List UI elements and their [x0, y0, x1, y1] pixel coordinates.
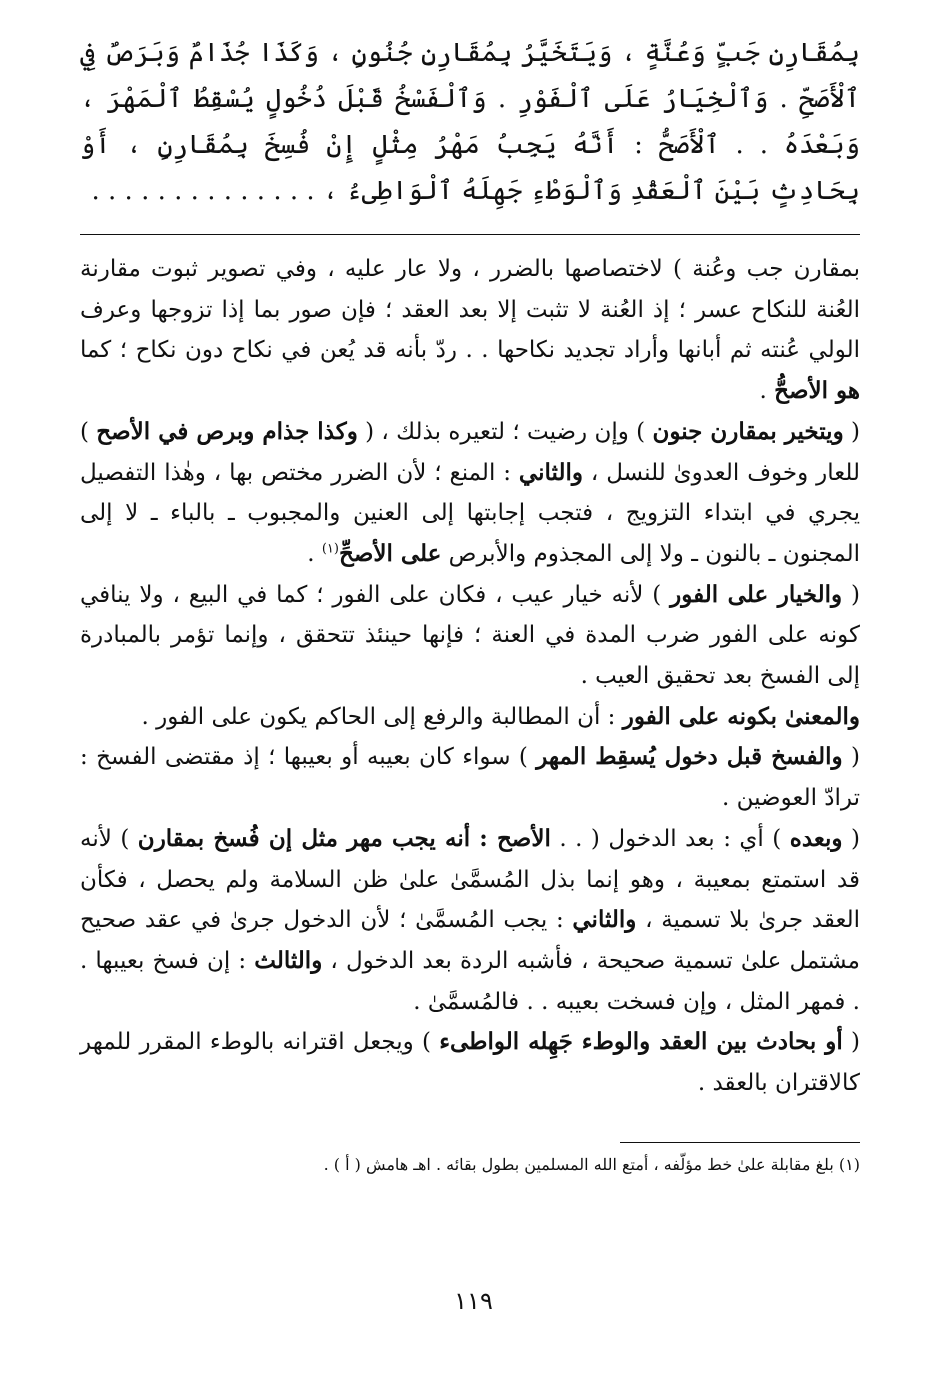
text-segment: بمقارن جب وعُنة ) لاختصاصها بالضرر ، ولا عار عليه ، وفي تصوير ثبوت مقارنة العُنة للنكاح عسر ؛ إذ العُنة لا تثبت إلا بعد العقد ؛ فإن صور بما إذا تزوجها وعرف الولي عُنته ثم أبانها وأراد تجديد نكاحها . . ردّ بأنه قد يُعن في نكاح دون نكاح ؛ كما: [80, 256, 860, 364]
text-segment: (: [842, 744, 860, 771]
text-segment: : يجب المُسمَّىٰ ؛ لأن الدخول جرىٰ في عقد صحيح مشتمل علىٰ تسمية صحيحة ، فأشبه الردة بعد الدخول ،: [80, 907, 861, 974]
text-segment: ) وإن رضيت ؛ لتعيره بذلك ، (: [357, 418, 653, 445]
text-segment: ) ويجعل اقترانه بالوطء المقرر للمهر كالاقتران بالعقد .: [80, 1029, 860, 1097]
commentary-paragraph: [80, 697, 860, 738]
text-segment: ) لأنه قد استمتع بمعيبة ، وهو إنما بذل المُسمَّىٰ علىٰ ظن السلامة ولم يحصل ، فكأن العقد جرىٰ بلا تسمية ،: [80, 825, 860, 934]
text-segment: (: [842, 825, 860, 852]
bold-text-segment: والثاني: [572, 906, 637, 934]
commentary-paragraph: [80, 412, 860, 575]
commentary-text: [80, 249, 860, 1104]
bold-text-segment: والثالث: [254, 946, 323, 974]
text-segment: (: [842, 581, 860, 608]
footnote: [80, 1153, 860, 1177]
bold-text-segment: والثاني: [518, 458, 583, 486]
bold-text-segment: وبعده: [789, 824, 843, 852]
matn-paragraph: بِمُقَارِنِ جَبٍّ وَعُنَّةٍ ، وَيَتَخَيَّرُ بِمُقَارِنِ جُنُونٍ ، وَكَذَا جُذَامٌ وَبَرَصٌ فِي ٱلْأَصَحِّ . وَٱلْخِيَارُ عَلَى ٱلْفَوْرِ . وَٱلْفَسْخُ قَبْلَ دُخُولٍ يُسْقِطُ ٱلْمَهْرَ ، وَبَعْدَهُ . . ٱلْأَصَحُّ : أَنَّهُ يَجِبُ مَهْرُ مِثْلٍ إِنْ فُسِخَ بِمُقَارِنٍ ، أَوْ بِحَادِثٍ بَيْنَ ٱلْعَقْدِ وَٱلْوَطْءِ جَهِلَهُ ٱلْوَاطِىءُ ، . . . . . . . . . . . . . .: [80, 38, 860, 206]
bold-text-segment: والمعنىٰ بكونه على الفور: [622, 702, 860, 730]
text-segment: (: [842, 1029, 860, 1056]
commentary-paragraph: [80, 737, 860, 818]
text-segment: : أن المطالبة والرفع إلى الحاكم يكون على الفور .: [141, 703, 623, 730]
text-segment: (: [843, 418, 860, 445]
page-content: [80, 30, 860, 1177]
bold-text-segment: والخيار على الفور: [670, 580, 843, 608]
commentary-paragraph: [80, 249, 860, 412]
bold-text-segment: على الأصحِّ: [338, 539, 442, 567]
footnote-marker: (١): [321, 541, 339, 557]
text-segment: ) للعار وخوف العدوىٰ للنسل ،: [80, 418, 860, 486]
text-segment: .: [759, 378, 775, 405]
text-segment: ) أي : بعد الدخول ( . .: [550, 825, 790, 852]
bold-text-segment: أو بحادث بين العقد والوطء جَهِله الواطىء: [439, 1028, 843, 1056]
commentary-paragraph: [80, 575, 860, 697]
bold-text-segment: ويتخير بمقارن جنون: [652, 417, 844, 445]
page-number: ١١٩: [454, 1287, 493, 1315]
footnote-rule: [620, 1142, 860, 1143]
footnote-number: (١): [838, 1154, 860, 1174]
text-segment: : المنع ؛ لأن الضرر مختص بها ، وهٰذا التفصيل يجري في ابتداء التزويج ، فتجب إجابتها إلى العنين والمجبوب ـ بالباء ـ لا إلى المجنون ـ بالنون ـ ولا إلى المجذوم والأبرص: [80, 459, 860, 567]
text-segment: ) لأنه خيار عيب ، فكان على الفور ؛ كما في البيع ، ولا ينافي كونه على الفور ضرب المدة في العنة ؛ فإنها حينئذ تتحقق ، وإنما تؤمر بالمبادرة إلى الفسخ بعد تحقيق العيب .: [80, 581, 860, 690]
text-segment: .: [307, 540, 322, 567]
bold-text-segment: الأصح : أنه يجب مهر مثل إن فُسخ بمقارن: [137, 824, 551, 852]
commentary-paragraph: [80, 819, 860, 1023]
text-segment: ) سواء كان بعيبه أو بعيبها ؛ إذ مقتضى الفسخ : ترادّ العوضين .: [80, 744, 860, 812]
commentary-paragraph: [80, 1022, 860, 1103]
bold-text-segment: وكذا جذام وبرص في الأصح: [96, 417, 358, 445]
separator-rule: [80, 234, 860, 235]
matn-text: [80, 30, 860, 214]
text-segment: : إن فسخ بعيبها . . فمهر المثل ، وإن فسخت بعيبه . . فالمُسمَّىٰ .: [80, 947, 860, 1015]
bold-text-segment: هو الأصحُّ: [774, 377, 860, 405]
bold-text-segment: والفسخ قبل دخول يُسقِط المهر: [536, 743, 843, 771]
footnote-text: بلغ مقابلة علىٰ خط مؤلّفه ، أمتع الله المسلمين بطول بقائه . اهـ هامش ( أ ) .: [323, 1154, 834, 1174]
